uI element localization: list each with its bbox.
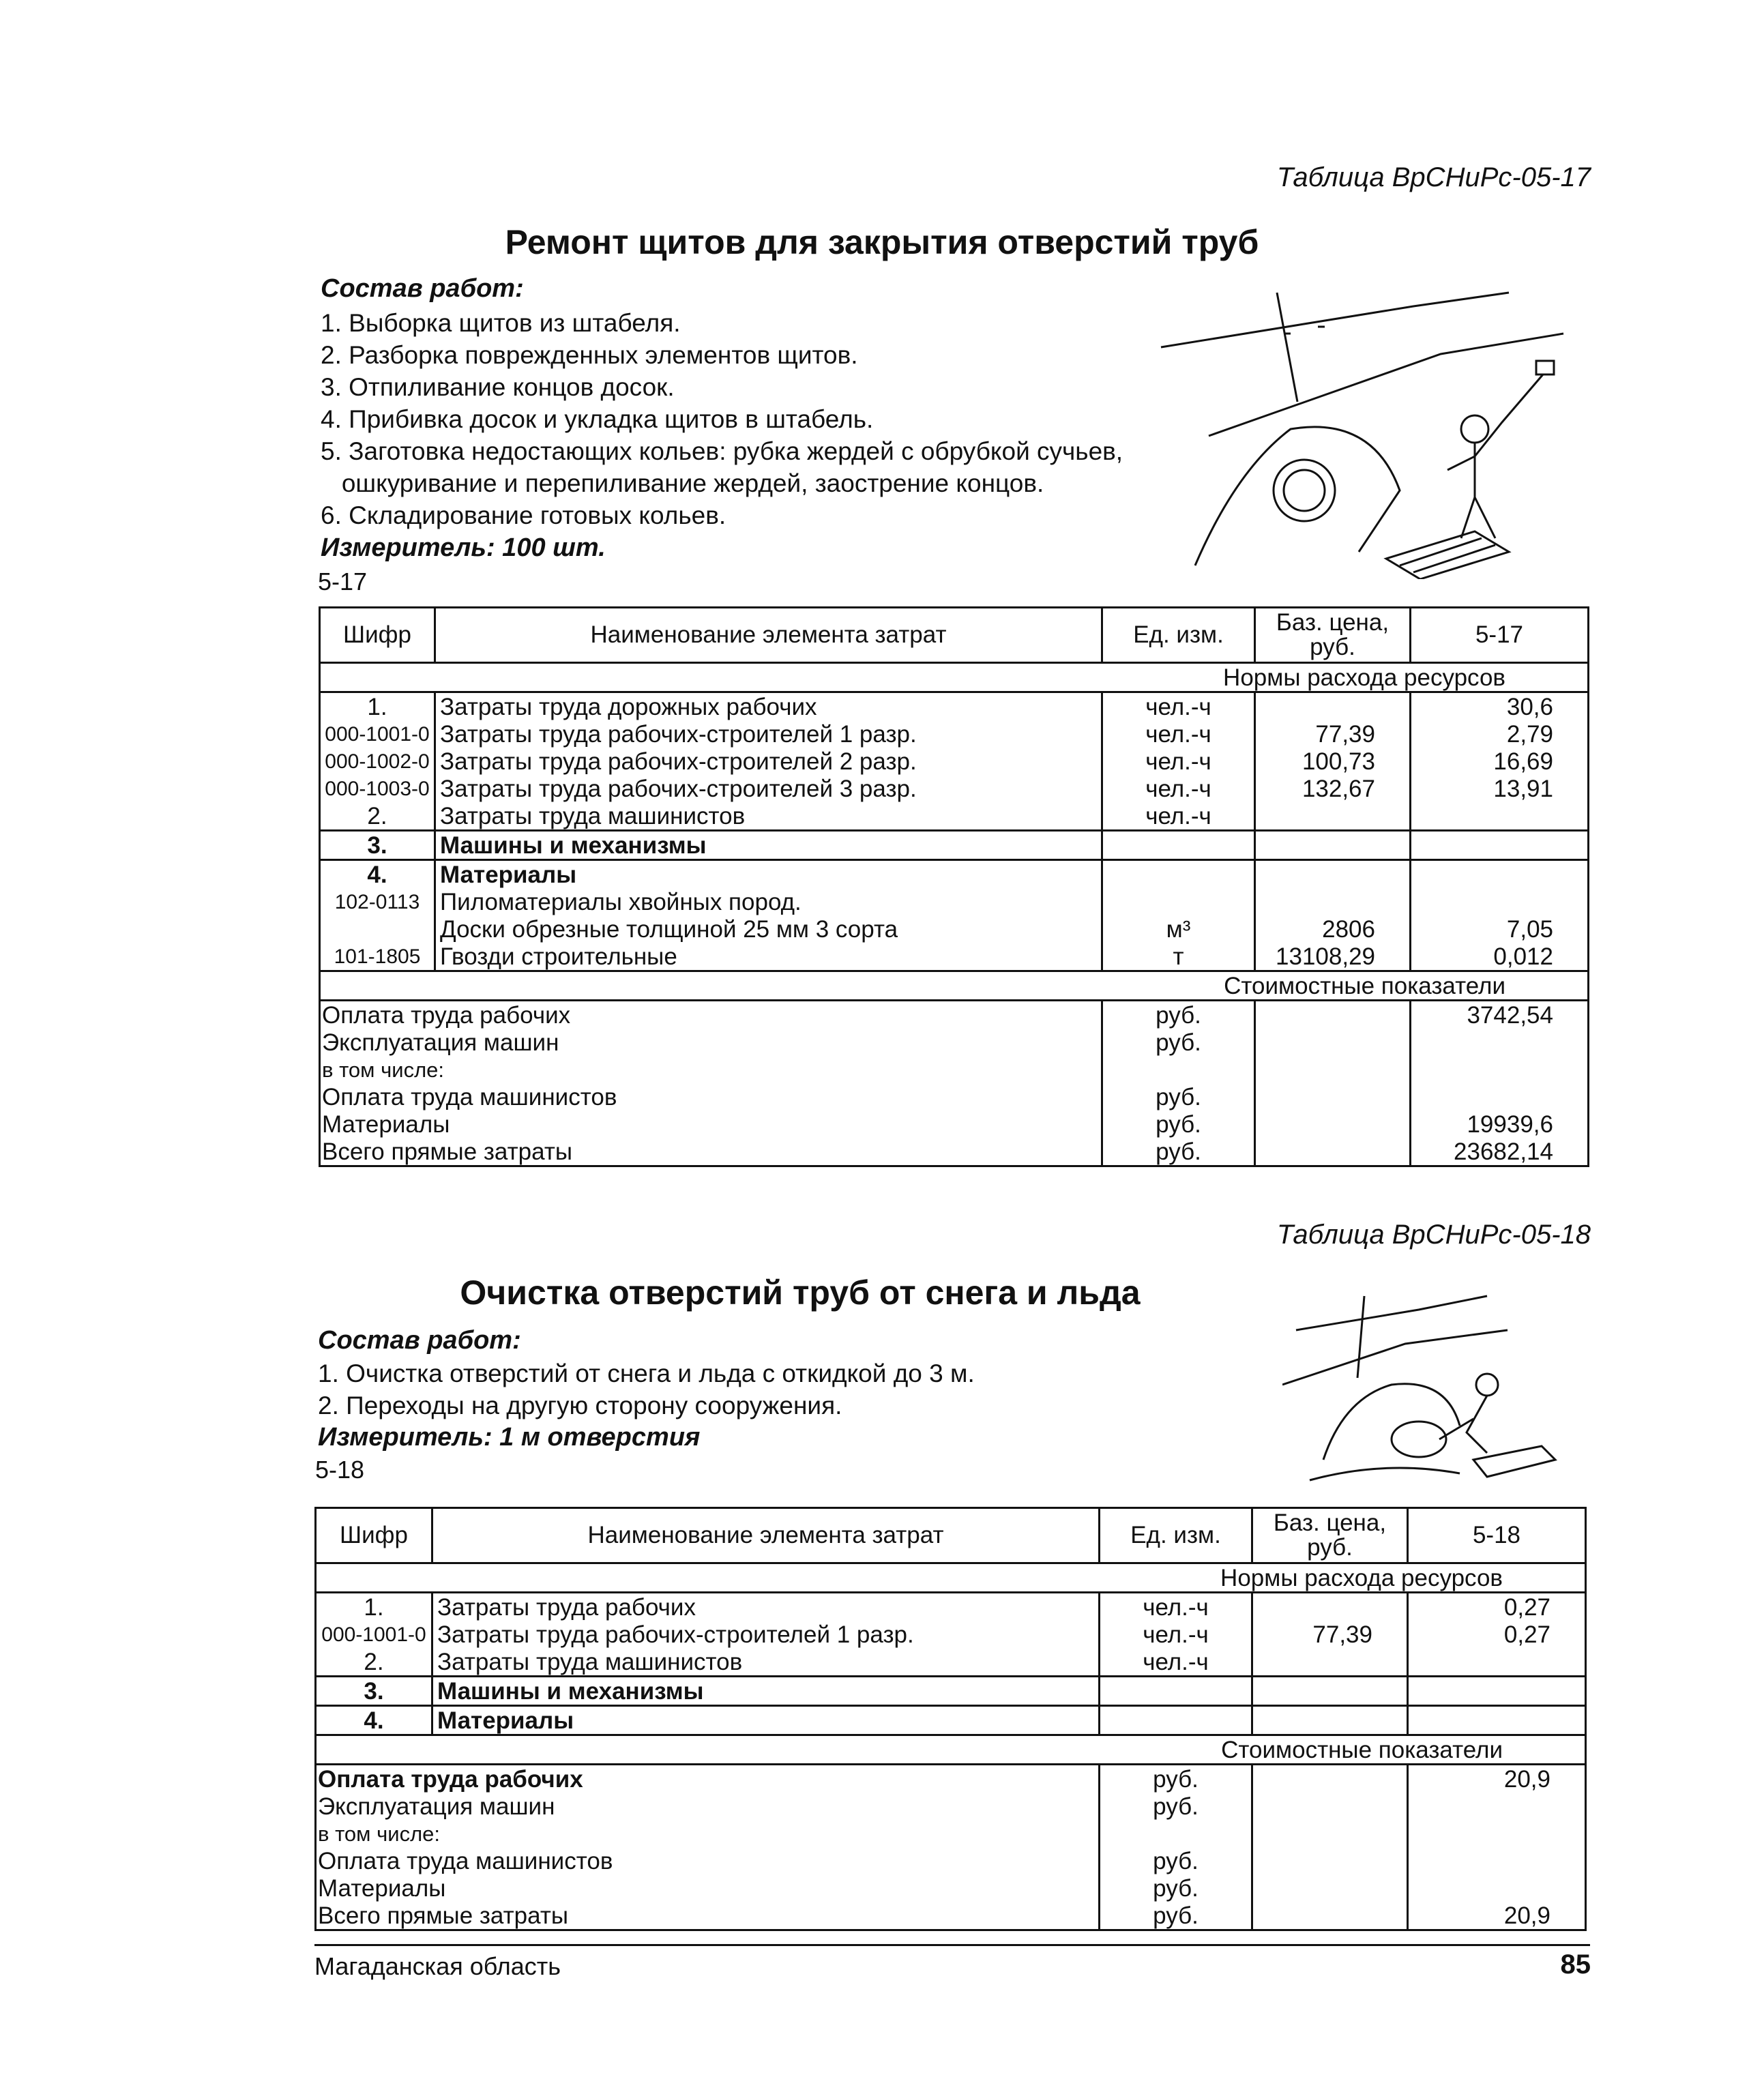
composition-item: 5. Заготовка недостающих кольев: рубка жердей с обрубкой сучьев, xyxy=(321,437,1123,465)
cell-norm-value xyxy=(1408,1847,1586,1874)
cell-base-price xyxy=(1255,1001,1411,1029)
cost-row xyxy=(316,1793,1586,1820)
cell-name: Затраты труда машинистов xyxy=(432,1648,1100,1677)
header-norm: 5-18 xyxy=(1408,1508,1586,1563)
cell-name: Затраты труда рабочих-строителей 3 разр. xyxy=(435,775,1102,802)
cell-base-price xyxy=(1252,1874,1408,1902)
composition-label: Состав работ: xyxy=(321,274,524,303)
table-row xyxy=(320,692,1589,721)
header-name: Наименование элемента затрат xyxy=(435,608,1102,663)
cost-name: Оплата труда машинистов xyxy=(316,1847,1100,1874)
table-caption: Таблица ВрСНиРс-05-17 xyxy=(1276,162,1591,192)
table-row xyxy=(316,1706,1586,1735)
norm-code: 5-17 xyxy=(318,568,368,595)
cost-row xyxy=(316,1847,1586,1874)
section-label: Стоимостные показатели xyxy=(320,971,1589,1001)
cell-norm-value: 20,9 xyxy=(1408,1765,1586,1793)
cell-code: 4. xyxy=(316,1706,432,1735)
composition-item: 6. Складирование готовых кольев. xyxy=(321,501,726,529)
cell-norm-value xyxy=(1408,1874,1586,1902)
table-row xyxy=(320,802,1589,831)
cell-norm-value: 20,9 xyxy=(1408,1902,1586,1930)
cell-name: Гвозди строительные xyxy=(435,943,1102,971)
composition-item: 4. Прибивка досок и укладка щитов в штабель. xyxy=(321,405,874,433)
table-row xyxy=(320,943,1589,971)
cell-name: Машины и механизмы xyxy=(435,831,1102,860)
cell-norm-value: 7,05 xyxy=(1411,915,1589,943)
cell-code: 000-1001-0 xyxy=(320,720,435,748)
cell-base-price xyxy=(1255,802,1411,831)
cell-unit: чел.-ч xyxy=(1102,802,1255,831)
table-row xyxy=(320,720,1589,748)
cell-base-price xyxy=(1252,1902,1408,1930)
header-base-price: Баз. цена, руб. xyxy=(1252,1508,1408,1563)
cell-base-price xyxy=(1252,1648,1408,1677)
cell-norm-value: 30,6 xyxy=(1411,692,1589,721)
table-row xyxy=(320,888,1589,915)
cost-row xyxy=(320,1029,1589,1056)
cell-unit: м³ xyxy=(1102,915,1255,943)
cost-name: Оплата труда рабочих xyxy=(320,1001,1102,1029)
cell-code: 3. xyxy=(320,831,435,860)
section-header-row xyxy=(316,1563,1586,1593)
cost-name: в том числе: xyxy=(316,1820,1100,1847)
cell-base-price xyxy=(1255,692,1411,721)
cell-name: Доски обрезные толщиной 25 мм 3 сорта xyxy=(435,915,1102,943)
cell-norm-value xyxy=(1408,1793,1586,1820)
cell-norm-value xyxy=(1411,860,1589,889)
cell-name: Затраты труда рабочих-строителей 1 разр. xyxy=(435,720,1102,748)
composition-item: 2. Переходы на другую сторону сооружения. xyxy=(318,1392,842,1419)
cell-code: 3. xyxy=(316,1677,432,1706)
cost-name: Оплата труда машинистов xyxy=(320,1083,1102,1110)
cell-unit: чел.-ч xyxy=(1102,720,1255,748)
cell-code: 102-0113 xyxy=(320,888,435,915)
cell-name: Затраты труда машинистов xyxy=(435,802,1102,831)
cell-unit: чел.-ч xyxy=(1100,1621,1252,1648)
cell-unit: чел.-ч xyxy=(1102,692,1255,721)
cost-name: Эксплуатация машин xyxy=(320,1029,1102,1056)
section-header-row xyxy=(320,971,1589,1001)
cell-code: 4. xyxy=(320,860,435,889)
header-code: Шифр xyxy=(320,608,435,663)
cost-row xyxy=(320,1110,1589,1138)
cell-name: Машины и механизмы xyxy=(432,1677,1100,1706)
composition-item: 1. Очистка отверстий от снега и льда с откидкой до 3 м. xyxy=(318,1359,975,1387)
cell-name: Материалы xyxy=(435,860,1102,889)
table-row xyxy=(320,831,1589,860)
cell-code: 1. xyxy=(320,692,435,721)
illustration-worker-repairing-shields xyxy=(1154,265,1591,579)
header-norm: 5-17 xyxy=(1411,608,1589,663)
cell-base-price: 77,39 xyxy=(1255,720,1411,748)
section-header-row xyxy=(320,663,1589,692)
cell-unit xyxy=(1102,831,1255,860)
cell-unit: руб. xyxy=(1100,1874,1252,1902)
cell-code: 1. xyxy=(316,1593,432,1621)
table-row xyxy=(320,860,1589,889)
cost-name: Эксплуатация машин xyxy=(316,1793,1100,1820)
cell-norm-value xyxy=(1408,1820,1586,1847)
table-row xyxy=(320,775,1589,802)
header-code: Шифр xyxy=(316,1508,432,1563)
cell-unit: чел.-ч xyxy=(1102,748,1255,775)
cell-unit: руб. xyxy=(1100,1902,1252,1930)
resource-norms-table-5-18 xyxy=(314,1507,1587,1931)
cell-unit xyxy=(1102,860,1255,889)
cell-name: Затраты труда рабочих-строителей 2 разр. xyxy=(435,748,1102,775)
cell-unit xyxy=(1100,1820,1252,1847)
composition-item: 1. Выборка щитов из штабеля. xyxy=(321,309,681,337)
cell-base-price xyxy=(1252,1793,1408,1820)
cost-row xyxy=(320,1056,1589,1083)
table-row xyxy=(320,748,1589,775)
header-base-price: Баз. цена, руб. xyxy=(1255,608,1411,663)
cell-norm-value: 23682,14 xyxy=(1411,1138,1589,1166)
cell-base-price: 13108,29 xyxy=(1255,943,1411,971)
cell-unit: руб. xyxy=(1100,1847,1252,1874)
cell-unit: чел.-ч xyxy=(1102,775,1255,802)
cell-norm-value: 19939,6 xyxy=(1411,1110,1589,1138)
cell-unit xyxy=(1102,888,1255,915)
table-row xyxy=(320,915,1589,943)
cost-row xyxy=(320,1083,1589,1110)
cost-row xyxy=(316,1902,1586,1930)
cell-base-price xyxy=(1255,831,1411,860)
cell-name: Затраты труда дорожных рабочих xyxy=(435,692,1102,721)
cell-unit: т xyxy=(1102,943,1255,971)
cell-base-price xyxy=(1255,1138,1411,1166)
cell-unit: руб. xyxy=(1102,1110,1255,1138)
cell-base-price xyxy=(1255,860,1411,889)
cell-norm-value: 13,91 xyxy=(1411,775,1589,802)
cell-base-price: 2806 xyxy=(1255,915,1411,943)
section-header-row xyxy=(316,1735,1586,1765)
cell-base-price: 77,39 xyxy=(1252,1621,1408,1648)
composition-list xyxy=(321,307,1123,531)
cell-name: Пиломатериалы хвойных пород. xyxy=(435,888,1102,915)
cell-name: Затраты труда рабочих xyxy=(432,1593,1100,1621)
cell-unit xyxy=(1100,1677,1252,1706)
cell-norm-value xyxy=(1411,888,1589,915)
cost-row xyxy=(316,1820,1586,1847)
cell-norm-value xyxy=(1411,1083,1589,1110)
cell-name: Затраты труда рабочих-строителей 1 разр. xyxy=(432,1621,1100,1648)
cell-unit xyxy=(1100,1706,1252,1735)
cell-base-price xyxy=(1252,1593,1408,1621)
cell-code: 2. xyxy=(320,802,435,831)
cell-norm-value xyxy=(1411,1029,1589,1056)
cell-norm-value: 0,012 xyxy=(1411,943,1589,971)
table-row xyxy=(316,1648,1586,1677)
cell-norm-value xyxy=(1411,802,1589,831)
cell-unit: руб. xyxy=(1100,1765,1252,1793)
measure-unit: Измеритель: 1 м отверстия xyxy=(318,1423,701,1452)
table-row xyxy=(316,1593,1586,1621)
table-caption: Таблица ВрСНиРс-05-18 xyxy=(1276,1220,1591,1250)
cell-base-price xyxy=(1252,1706,1408,1735)
cell-norm-value xyxy=(1411,831,1589,860)
section-label: Нормы расхода ресурсов xyxy=(316,1563,1586,1593)
cell-base-price: 132,67 xyxy=(1255,775,1411,802)
cell-code: 000-1001-0 xyxy=(316,1621,432,1648)
measure-unit: Измеритель: 100 шт. xyxy=(321,533,606,562)
cost-name: Всего прямые затраты xyxy=(320,1138,1102,1166)
cell-unit: руб. xyxy=(1102,1083,1255,1110)
cell-norm-value xyxy=(1408,1648,1586,1677)
illustration-worker-clearing-snow xyxy=(1282,1289,1569,1487)
cell-code: 101-1805 xyxy=(320,943,435,971)
composition-label: Состав работ: xyxy=(318,1326,521,1355)
cell-unit: руб. xyxy=(1102,1001,1255,1029)
cost-name: Материалы xyxy=(320,1110,1102,1138)
cost-row xyxy=(316,1874,1586,1902)
section-title: Ремонт щитов для закрытия отверстий труб xyxy=(505,223,1259,261)
cell-norm-value xyxy=(1408,1706,1586,1735)
cell-unit: руб. xyxy=(1102,1138,1255,1166)
cell-norm-value xyxy=(1411,1056,1589,1083)
cell-base-price xyxy=(1255,888,1411,915)
table-header-row xyxy=(316,1508,1586,1563)
cell-unit: чел.-ч xyxy=(1100,1593,1252,1621)
cost-row xyxy=(320,1001,1589,1029)
cell-norm-value: 0,27 xyxy=(1408,1593,1586,1621)
cell-unit xyxy=(1102,1056,1255,1083)
cost-name: Всего прямые затраты xyxy=(316,1902,1100,1930)
cell-norm-value: 2,79 xyxy=(1411,720,1589,748)
cell-base-price xyxy=(1252,1765,1408,1793)
composition-list xyxy=(318,1357,975,1422)
cell-norm-value xyxy=(1408,1677,1586,1706)
page-number: 85 xyxy=(1560,1949,1591,1980)
cell-unit: руб. xyxy=(1102,1029,1255,1056)
cell-base-price xyxy=(1255,1029,1411,1056)
table-header-row xyxy=(320,608,1589,663)
composition-item: ошкуривание и перепиливание жердей, заострение концов. xyxy=(321,469,1044,497)
composition-item: 3. Отпиливание концов досок. xyxy=(321,373,675,401)
cell-code: 000-1002-0 xyxy=(320,748,435,775)
cost-name: в том числе: xyxy=(320,1056,1102,1083)
table-row xyxy=(316,1621,1586,1648)
cell-code xyxy=(320,915,435,943)
cell-code: 2. xyxy=(316,1648,432,1677)
cell-unit: чел.-ч xyxy=(1100,1648,1252,1677)
section-title: Очистка отверстий труб от снега и льда xyxy=(460,1274,1141,1312)
cell-unit: руб. xyxy=(1100,1793,1252,1820)
cell-base-price xyxy=(1252,1820,1408,1847)
cell-base-price xyxy=(1252,1847,1408,1874)
cell-code: 000-1003-0 xyxy=(320,775,435,802)
cell-norm-value: 0,27 xyxy=(1408,1621,1586,1648)
cell-base-price xyxy=(1255,1110,1411,1138)
composition-item: 2. Разборка поврежденных элементов щитов. xyxy=(321,341,858,369)
header-unit: Ед. изм. xyxy=(1102,608,1255,663)
cell-norm-value: 16,69 xyxy=(1411,748,1589,775)
norm-code: 5-18 xyxy=(315,1456,365,1484)
cell-base-price xyxy=(1255,1056,1411,1083)
section-label: Нормы расхода ресурсов xyxy=(320,663,1589,692)
cell-base-price xyxy=(1252,1677,1408,1706)
cell-base-price: 100,73 xyxy=(1255,748,1411,775)
resource-norms-table-5-17 xyxy=(319,606,1589,1167)
section-label: Стоимостные показатели xyxy=(316,1735,1586,1765)
footer-region: Магаданская область xyxy=(314,1952,561,1980)
header-name: Наименование элемента затрат xyxy=(432,1508,1100,1563)
cost-row xyxy=(320,1138,1589,1166)
table-row xyxy=(316,1677,1586,1706)
cost-row xyxy=(316,1765,1586,1793)
cost-name: Оплата труда рабочих xyxy=(316,1765,1100,1793)
cell-base-price xyxy=(1255,1083,1411,1110)
cost-name: Материалы xyxy=(316,1874,1100,1902)
cell-name: Материалы xyxy=(432,1706,1100,1735)
cell-norm-value: 3742,54 xyxy=(1411,1001,1589,1029)
header-unit: Ед. изм. xyxy=(1100,1508,1252,1563)
footer-divider xyxy=(314,1944,1590,1946)
